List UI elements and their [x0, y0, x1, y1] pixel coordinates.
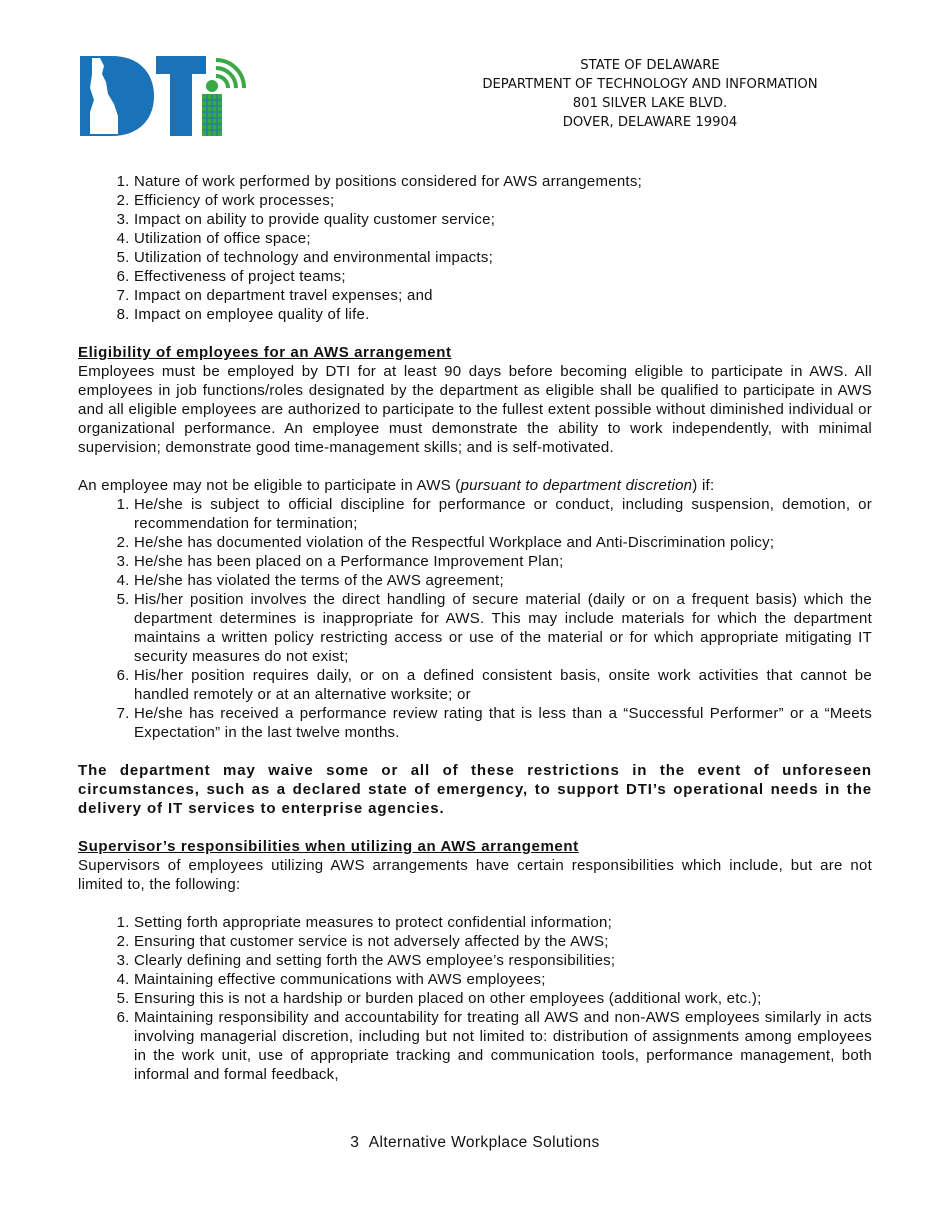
list-item: 2. He/she has documented violation of the Respectful Workplace and Anti-Discrimination policy; [134, 533, 872, 552]
list-item: 1. He/she is subject to official discipline for performance or conduct, including suspension, demotion, or recommendation for termination; [134, 495, 872, 533]
list-item: 3. He/she has been placed on a Performance Improvement Plan; [134, 552, 872, 571]
letterhead-street: 801 SILVER LAKE BLVD. [572, 96, 728, 111]
eligibility-heading: Eligibility of employees for an AWS arrangement [78, 344, 452, 361]
intro-text: An employee may not be eligible to participate in AWS ( [78, 477, 461, 494]
page-footer [0, 1134, 950, 1152]
list-item: 5. Ensuring this is not a hardship or burden placed on other employees (additional work, etc.); [134, 989, 872, 1008]
list-item: 4. Utilization of office space; [134, 229, 872, 248]
waiver-statement: The department may waive some or all of these restrictions in the event of unforeseen circumstances, such as a declared state of emergency, to support DTI’s operational needs in the delivery of IT services to enterprise agencies. [78, 762, 872, 817]
page-number: 3 [350, 1134, 360, 1151]
list-item: 4. Maintaining effective communications with AWS employees; [134, 970, 872, 989]
list-item: 1. Nature of work performed by positions considered for AWS arrangements; [134, 172, 872, 191]
list-item: 6. His/her position requires daily, or on a defined consistent basis, onsite work activities that cannot be handled remotely or at an alternative worksite; or [134, 666, 872, 704]
ineligibility-intro [78, 476, 872, 495]
supervisor-list [78, 913, 872, 1084]
letterhead-department: DEPARTMENT OF TECHNOLOGY AND INFORMATION [482, 77, 818, 92]
letterhead-state: STATE OF DELAWARE [580, 58, 720, 73]
ineligibility-list [78, 495, 872, 742]
list-item: 8. Impact on employee quality of life. [134, 305, 872, 324]
list-item: 4. He/she has violated the terms of the AWS agreement; [134, 571, 872, 590]
list-item: 2. Efficiency of work processes; [134, 191, 872, 210]
list-item: 5. Utilization of technology and environmental impacts; [134, 248, 872, 267]
footer-title: Alternative Workplace Solutions [368, 1134, 600, 1151]
list-item: 5. His/her position involves the direct handling of secure material (daily or on a frequent basis) which the department determines is inappropriate for AWS. This may include materials for which the department maintains a written policy restricting access or use of the material or for which appropriate mitigating IT security measures do not exist; [134, 590, 872, 666]
dti-logo [78, 52, 248, 140]
supervisor-heading: Supervisor’s responsibilities when utilizing an AWS arrangement [78, 838, 579, 855]
letterhead-city: DOVER, DELAWARE 19904 [562, 115, 738, 130]
list-item: 7. Impact on department travel expenses; and [134, 286, 872, 305]
intro-emphasis: pursuant to department discretion [460, 477, 693, 494]
supervisor-paragraph: Supervisors of employees utilizing AWS arrangements have certain responsibilities which include, but are not limited to, the following: [78, 857, 872, 893]
list-item: 3. Clearly defining and setting forth the AWS employee’s responsibilities; [134, 951, 872, 970]
factors-list [78, 172, 872, 324]
eligibility-paragraph: Employees must be employed by DTI for at least 90 days before becoming eligible to participate in AWS. All employees in job functions/roles designated by the department as eligible shall be qualified to participate in AWS and all eligible employees are authorized to participate to the fullest extent possible without diminished individual or organizational performance. An employee must demonstrate the ability to work independently, with minimal supervision; demonstrate good time-management skills; and is self-motivated. [78, 363, 872, 456]
list-item: 6. Maintaining responsibility and accountability for treating all AWS and non-AWS employees similarly in acts involving managerial discretion, including but not limited to: distribution of assignments among employees in the work unit, use of appropriate tracking and communication tools, performance management, both informal and formal feedback, [134, 1008, 872, 1084]
list-item: 3. Impact on ability to provide quality customer service; [134, 210, 872, 229]
letterhead [470, 56, 830, 132]
list-item: 7. He/she has received a performance review rating that is less than a “Successful Performer” or a “Meets Expectation” in the last twelve months. [134, 704, 872, 742]
intro-text-end: ) if: [692, 477, 715, 494]
list-item: 6. Effectiveness of project teams; [134, 267, 872, 286]
list-item: 1. Setting forth appropriate measures to protect confidential information; [134, 913, 872, 932]
list-item: 2. Ensuring that customer service is not adversely affected by the AWS; [134, 932, 872, 951]
body-content [78, 172, 872, 1084]
